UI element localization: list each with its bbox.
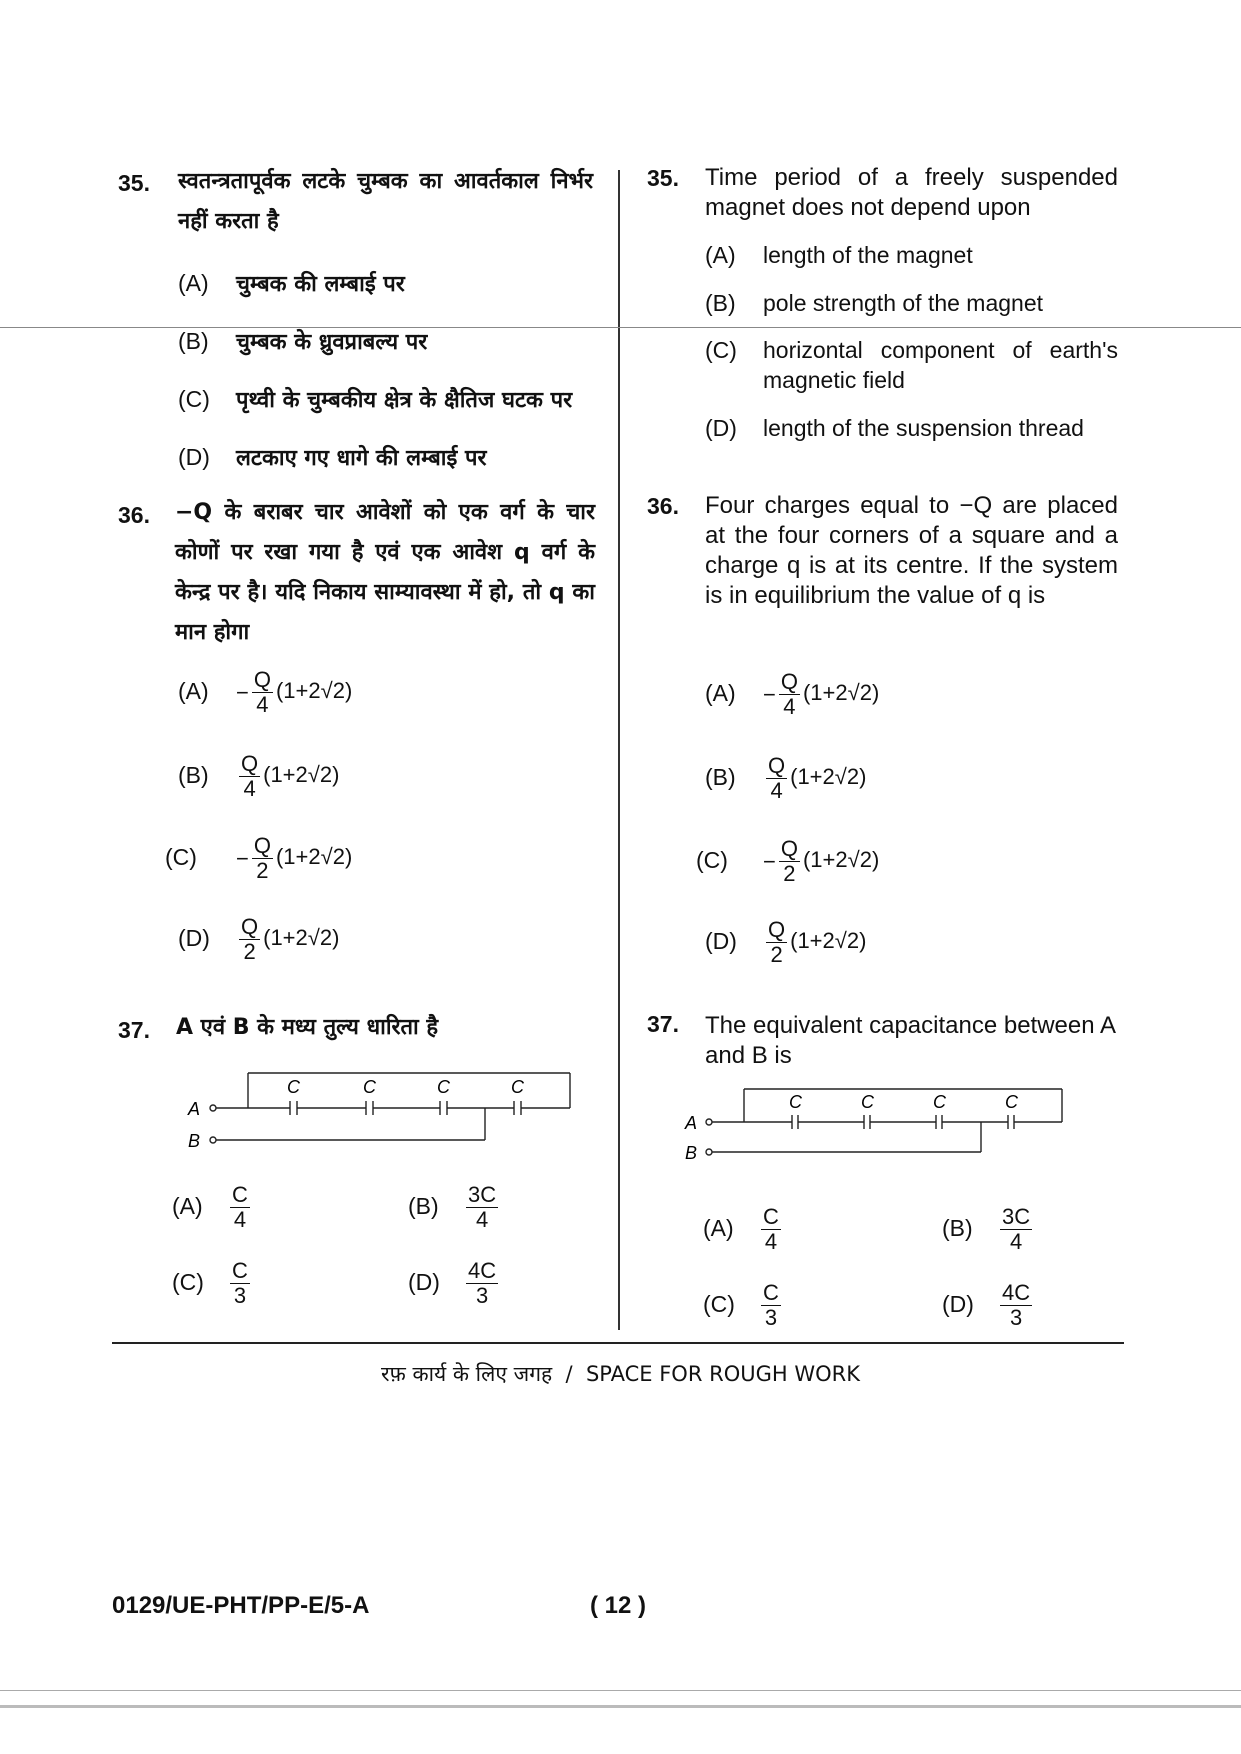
- e-q35-option-a-text: length of the magnet: [763, 242, 973, 268]
- e-q35-option-b[interactable]: [705, 288, 1043, 318]
- e-circuit-terminal-b: B: [685, 1143, 698, 1163]
- h-q37-option-b[interactable]: [408, 1183, 501, 1232]
- h-q35-option-d-text: लटकाए गए धागे की लम्बाई पर: [236, 446, 487, 471]
- h-circuit-cap-label: C: [363, 1077, 376, 1097]
- e-q36-d-fraction: $\frac{Q}{2}$: [768, 917, 786, 967]
- e-q36-c-factor: (1+2√2): [802, 847, 880, 873]
- e-q37-circuit-diagram: [680, 1082, 1080, 1172]
- h-q36-c-sign: −: [236, 845, 249, 871]
- e-q37-option-a[interactable]: [703, 1205, 784, 1254]
- e-q36-c-sign: −: [763, 848, 776, 874]
- h-q35-option-a-label: (A): [178, 270, 209, 296]
- h-q36-option-b-label: (B): [178, 761, 209, 788]
- e-q36-option-d-label: (D): [705, 927, 737, 954]
- h-q35-option-b-text: चुम्बक के ध्रुवप्राबल्य पर: [236, 330, 428, 355]
- e-q36-a-sign: −: [763, 681, 776, 707]
- e-q36-d-factor: (1+2√2): [790, 928, 867, 954]
- h-q36-c-fraction: $\frac{Q}{2}$: [253, 833, 271, 883]
- e-q37-option-a-label: (A): [703, 1214, 734, 1241]
- e-q37-option-b[interactable]: [942, 1205, 1035, 1254]
- e-circuit-terminal-a: A: [685, 1113, 698, 1133]
- scan-bottom-edge-2: [0, 1705, 1241, 1708]
- h-q35-option-c-text: पृथ्वी के चुम्बकीय क्षेत्र के क्षैतिज घटक पर: [236, 388, 573, 413]
- h-q37-option-d-label: (D): [408, 1268, 440, 1295]
- h-q36-option-a[interactable]: [178, 668, 352, 717]
- h-q35-option-d-label: (D): [178, 444, 210, 470]
- e-q37-option-b-label: (B): [942, 1214, 973, 1241]
- h-q36-option-b[interactable]: [178, 752, 339, 801]
- e-q35-option-d[interactable]: [705, 413, 1118, 443]
- page-number: ( 12 ): [590, 1592, 647, 1619]
- h-q35-option-c-label: (C): [178, 386, 210, 412]
- e-q36-b-factor: (1+2√2): [790, 764, 867, 790]
- e-q37-a-fraction: $\frac{C}{4}$: [763, 1204, 779, 1254]
- h-q36-text: −Q के बराबर चार आवेशों को एक वर्ग के चार कोणों पर रखा गया है एवं एक आवेश q वर्ग के केन्द्र पर है। यदि निकाय साम्यावस्था में हो, तो q का मान होगा: [175, 500, 595, 645]
- e-circuit-cap-label: C: [933, 1092, 946, 1112]
- e-q37-text: The equivalent capacitance between A and B is: [705, 1012, 1115, 1069]
- h-q36-b-factor: (1+2√2): [263, 762, 340, 788]
- h-q37-text: A एवं B के मध्य तुल्य धारिता है: [176, 1015, 439, 1040]
- e-q37-option-d[interactable]: [942, 1281, 1035, 1330]
- e-q35-option-c-text: horizontal component of earth's magnetic field: [763, 337, 1118, 393]
- e-q36-number: 36.: [647, 493, 679, 519]
- h-q36-d-fraction: $\frac{Q}{2}$: [241, 914, 259, 964]
- e-q35-option-b-text: pole strength of the magnet: [763, 290, 1044, 316]
- h-q35-option-a[interactable]: [178, 265, 405, 305]
- h-q35-number: 35.: [118, 170, 150, 196]
- e-q36-b-fraction: $\frac{Q}{4}$: [768, 753, 786, 803]
- rough-work-label: रफ़ कार्य के लिए जगह / SPACE FOR ROUGH WORK: [381, 1362, 860, 1386]
- e-q36-option-a-label: (A): [705, 679, 736, 706]
- e-q36-a-fraction: $\frac{Q}{4}$: [780, 669, 798, 719]
- h-circuit-terminal-a: A: [188, 1099, 201, 1119]
- e-q35-text: Time period of a freely suspended magnet does not depend upon: [705, 164, 1118, 221]
- h-circuit-cap-label: C: [287, 1077, 300, 1097]
- h-q36-a-sign: −: [236, 679, 249, 705]
- h-q37-b-fraction: $\frac{3C}{4}$: [468, 1182, 497, 1232]
- h-q36-option-a-label: (A): [178, 677, 209, 704]
- h-q36-b-fraction: $\frac{Q}{4}$: [241, 751, 259, 801]
- h-q36-option-d[interactable]: [178, 915, 339, 964]
- h-q35-text: स्वतन्त्रतापूर्वक लटके चुम्बक का आवर्तकाल निर्भर नहीं करता है: [178, 169, 593, 234]
- e-q35-option-d-label: (D): [705, 415, 737, 441]
- h-q37-option-a[interactable]: [172, 1183, 253, 1232]
- e-q36-option-a[interactable]: [705, 670, 879, 719]
- h-q36-option-c[interactable]: [165, 834, 352, 883]
- h-q35-option-b-label: (B): [178, 328, 209, 354]
- h-circuit-terminal-b: B: [188, 1131, 201, 1150]
- e-q35-option-c[interactable]: [705, 335, 1118, 395]
- e-q36-a-factor: (1+2√2): [802, 680, 880, 706]
- h-q35-option-c[interactable]: [178, 381, 572, 421]
- e-q36-option-b-label: (B): [705, 763, 736, 790]
- e-q37-c-fraction: $\frac{C}{3}$: [763, 1280, 779, 1330]
- h-q36-number: 36.: [118, 502, 150, 528]
- rough-work-divider: [112, 1342, 1124, 1344]
- h-q36-a-factor: (1+2√2): [275, 678, 353, 704]
- e-q35-option-a-label: (A): [705, 242, 736, 268]
- h-q37-option-a-label: (A): [172, 1192, 203, 1219]
- e-q36-option-d[interactable]: [705, 918, 866, 967]
- h-q35-option-d[interactable]: [178, 439, 486, 479]
- e-circuit-cap-label: C: [789, 1092, 802, 1112]
- e-q37-b-fraction: $\frac{3C}{4}$: [1002, 1204, 1031, 1254]
- e-q35-option-b-label: (B): [705, 290, 736, 316]
- h-circuit-cap-label: C: [511, 1077, 524, 1097]
- h-q36-option-d-label: (D): [178, 924, 210, 951]
- h-q37-circuit-diagram: [180, 1060, 580, 1150]
- e-q35-number: 35.: [647, 165, 679, 191]
- e-q36-text: Four charges equal to −Q are placed at the four corners of a square and a charge q is at its centre. If the system is in equilibrium the value of q is: [705, 492, 1118, 609]
- e-q37-option-c-label: (C): [703, 1290, 735, 1317]
- h-q36-a-fraction: $\frac{Q}{4}$: [253, 667, 271, 717]
- h-q37-a-fraction: $\frac{C}{4}$: [232, 1182, 248, 1232]
- h-q36-c-factor: (1+2√2): [275, 844, 353, 870]
- e-q36-option-b[interactable]: [705, 754, 866, 803]
- h-q37-c-fraction: $\frac{C}{3}$: [232, 1258, 248, 1308]
- h-q36-d-factor: (1+2√2): [263, 925, 340, 951]
- h-q37-option-c[interactable]: [172, 1259, 253, 1308]
- e-q37-number: 37.: [647, 1011, 679, 1037]
- e-q36-option-c-label: (C): [696, 846, 728, 873]
- e-circuit-cap-label: C: [1005, 1092, 1018, 1112]
- e-q37-option-c[interactable]: [703, 1281, 784, 1330]
- h-q37-d-fraction: $\frac{4C}{3}$: [468, 1258, 497, 1308]
- center-column-divider: [618, 170, 620, 1330]
- h-circuit-cap-label: C: [437, 1077, 450, 1097]
- h-q37-number: 37.: [118, 1017, 150, 1043]
- e-q36-c-fraction: $\frac{Q}{2}$: [780, 836, 798, 886]
- paper-code: 0129/UE-PHT/PP-E/5-A: [112, 1592, 370, 1619]
- h-q37-option-b-label: (B): [408, 1192, 439, 1219]
- e-q37-d-fraction: $\frac{4C}{3}$: [1002, 1280, 1031, 1330]
- h-q35-option-b[interactable]: [178, 323, 427, 363]
- e-q35-option-d-text: length of the suspension thread: [763, 415, 1084, 441]
- h-q35-option-a-text: चुम्बक की लम्बाई पर: [236, 272, 405, 297]
- h-q37-option-c-label: (C): [172, 1268, 204, 1295]
- e-q35-option-c-label: (C): [705, 337, 737, 363]
- e-q36-option-c[interactable]: [696, 837, 879, 886]
- e-circuit-cap-label: C: [861, 1092, 874, 1112]
- scan-bottom-edge: [0, 1690, 1241, 1691]
- h-q37-option-d[interactable]: [408, 1259, 501, 1308]
- e-q35-option-a[interactable]: [705, 240, 973, 270]
- e-q37-option-d-label: (D): [942, 1290, 974, 1317]
- h-q36-option-c-label: (C): [165, 843, 197, 870]
